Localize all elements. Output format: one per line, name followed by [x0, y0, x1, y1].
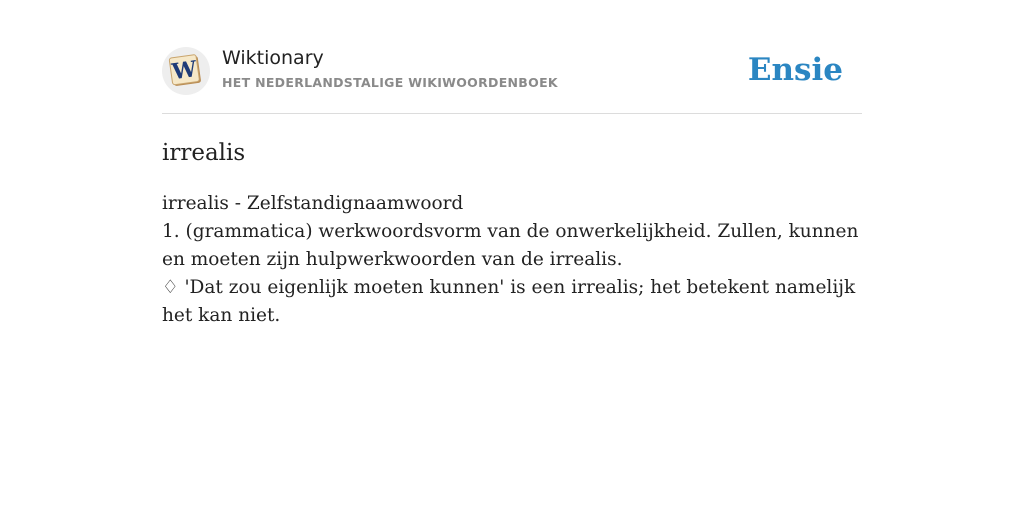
header [162, 0, 862, 114]
ensie-brand-link[interactable]: Ensie [747, 52, 843, 88]
entry-example: ♢ 'Dat zou eigenlijk moeten kunnen' is een irrealis; het betekent namelijk het kan niet. [162, 277, 856, 326]
entry-heading-line: irrealis - Zelfstandignaamwoord [162, 193, 464, 214]
entry-definition: 1. (grammatica) werkwoordsvorm van de onwerkelijkheid. Zullen, kunnen en moeten zijn hulpwerkwoorden van de irrealis. [162, 221, 859, 270]
wiktionary-logo-icon[interactable] [162, 47, 210, 95]
page-title: irrealis [162, 140, 246, 166]
svg-text:W: W [170, 56, 199, 86]
entry-content [162, 190, 862, 330]
source-subtitle: HET NEDERLANDSTALIGE WIKIWOORDENBOEK [222, 75, 558, 90]
page [162, 0, 862, 326]
source-title: Wiktionary [222, 47, 324, 69]
